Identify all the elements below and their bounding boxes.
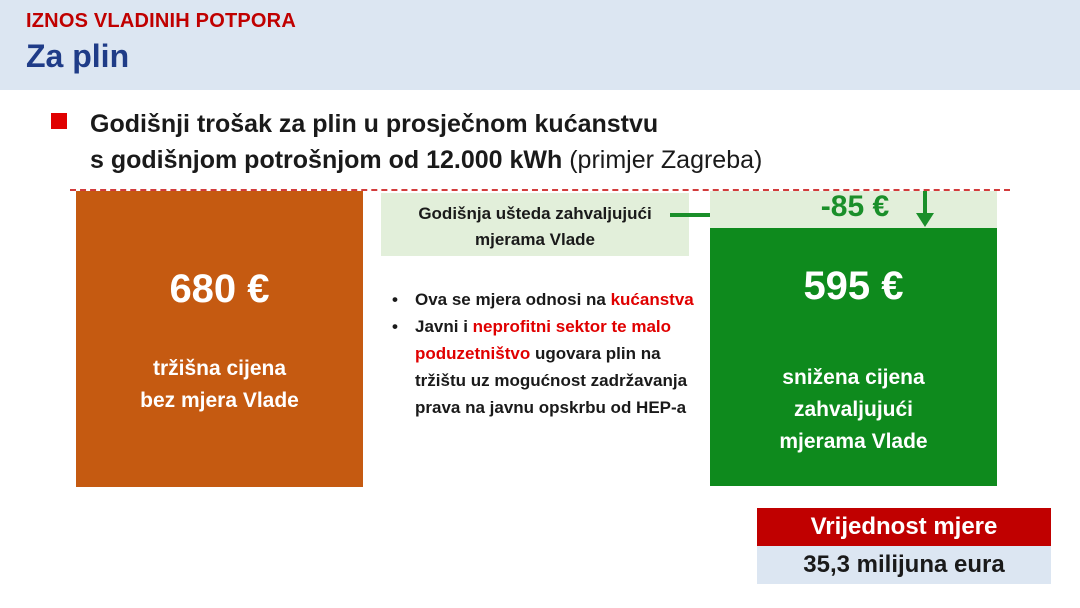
market-price-desc — [76, 353, 363, 417]
savings-label-box — [381, 193, 689, 256]
bullet-dot-icon: • — [392, 290, 398, 309]
measure-value-label: Vrijednost mjere — [757, 508, 1051, 546]
square-bullet-icon — [51, 113, 67, 129]
savings-line2: mjerama Vlade — [474, 230, 595, 249]
arrow-down-icon — [914, 191, 936, 229]
info-bullet-list — [388, 286, 698, 421]
reduced-price-desc — [710, 362, 997, 458]
section-heading — [90, 106, 762, 178]
list-item — [388, 313, 698, 421]
reduced-desc-line1: snižena cijena — [782, 366, 925, 389]
reduced-price-box — [710, 228, 997, 486]
market-desc-line1: tržišna cijena — [152, 357, 287, 380]
bullet2-highlight: neprofitni sektor te malo poduzetništvo — [415, 317, 672, 363]
savings-amount: -85 € — [820, 190, 890, 223]
heading-line2-normal: (primjer Zagreba) — [562, 146, 763, 174]
header-band — [0, 0, 1080, 90]
page-title: Za plin — [26, 38, 130, 74]
bullet1-text: Ova se mjera odnosi na — [415, 290, 611, 309]
bullet2-text-end: ugovara plin na tržištu uz mogućnost zadržavanja prava na javnu opskrbu od HEP-a — [415, 344, 688, 417]
measure-value-amount: 35,3 milijuna eura — [757, 546, 1051, 584]
market-price-box — [76, 191, 363, 487]
bullet1-highlight: kućanstva — [610, 290, 694, 309]
list-item — [388, 286, 698, 313]
bullet2-text-start: Javni i — [415, 317, 473, 336]
market-desc-line2: bez mjera Vlade — [140, 389, 299, 412]
heading-line2-bold: s godišnjom potrošnjom od 12.000 kWh — [90, 146, 563, 174]
reduced-desc-line2: zahvaljujući — [793, 398, 914, 421]
bullet-dot-icon: • — [392, 317, 398, 336]
savings-line1: Godišnja ušteda zahvaljujući — [418, 204, 652, 223]
reduced-desc-line3: mjerama Vlade — [779, 430, 928, 453]
market-price: 680 € — [169, 267, 270, 311]
heading-line1: Godišnji trošak za plin u prosječnom kućanstvu — [90, 110, 659, 138]
header-kicker: IZNOS VLADINIH POTPORA — [26, 10, 296, 32]
savings-label — [381, 193, 689, 253]
reduced-price: 595 € — [803, 264, 904, 308]
